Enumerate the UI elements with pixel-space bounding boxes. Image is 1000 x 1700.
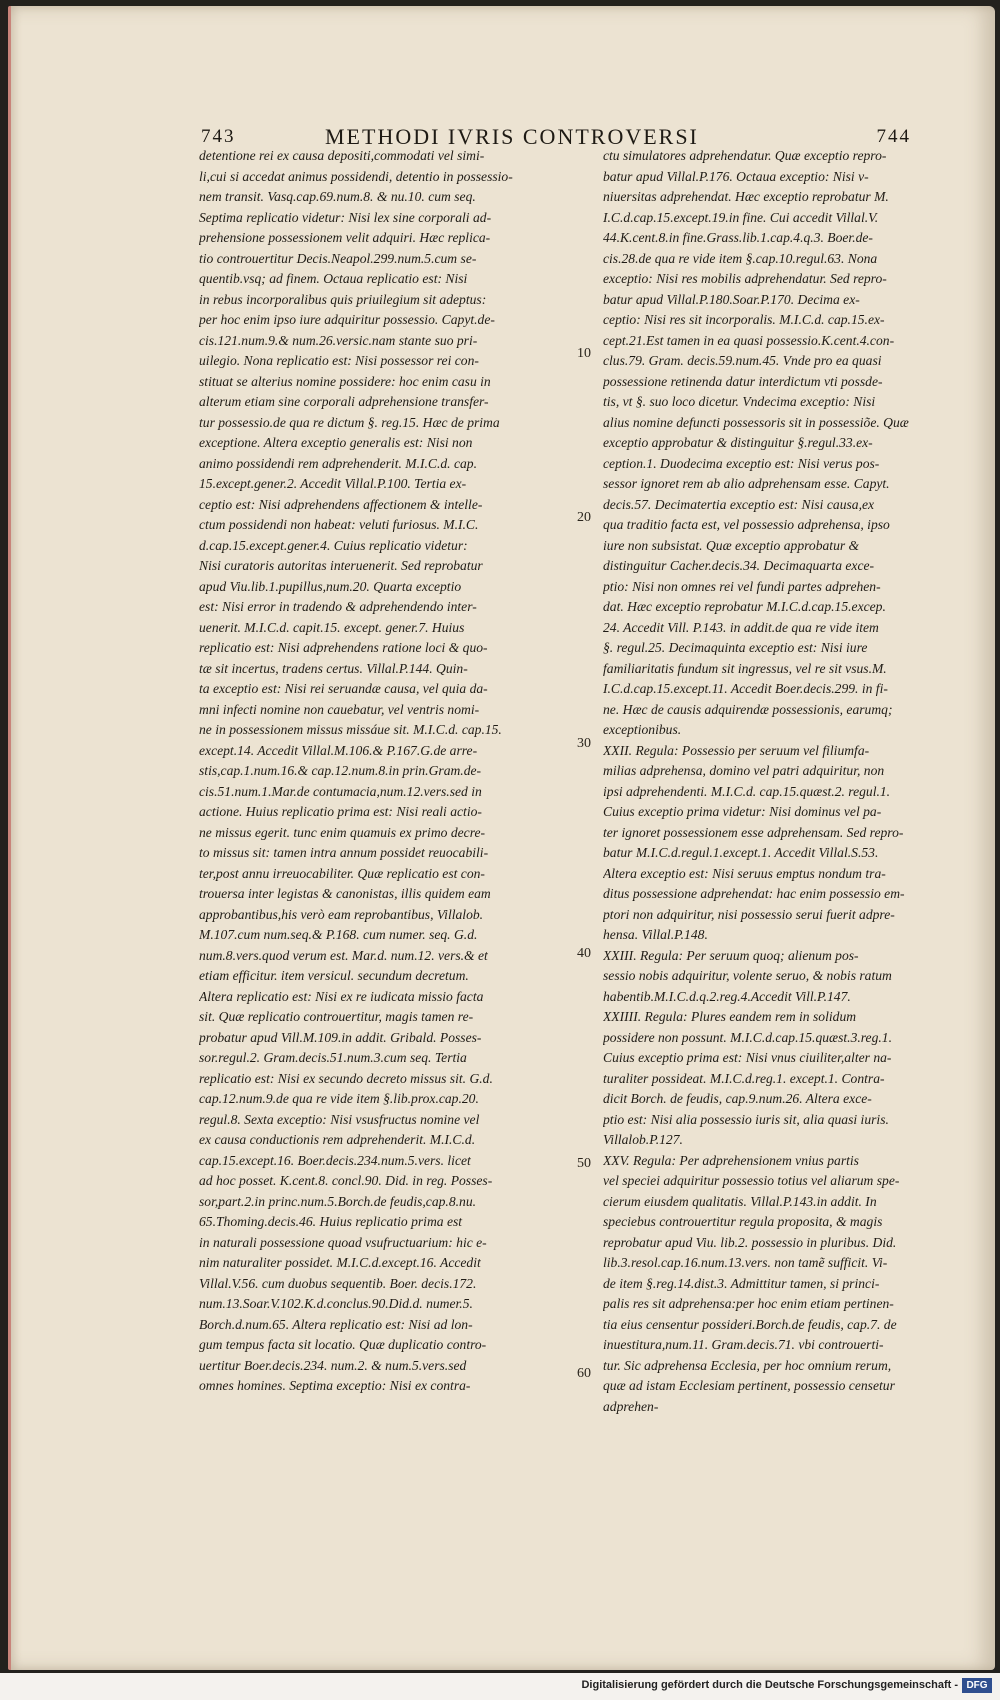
text-line: decis.57. Decimatertia exceptio est: Nisi causa,ex bbox=[603, 496, 875, 512]
text-line: animo possidendi rem adprehenderit. M.I.C.d. cap. bbox=[199, 455, 478, 471]
text-line: 65.Thoming.decis.46. Huius replicatio prima est bbox=[199, 1214, 463, 1229]
text-line: ptio est: Nisi alia possessio iuris sit, alia quasi iuris. bbox=[603, 1111, 889, 1127]
text-line: milias adprehensa, domino vel patri adquiritur, non bbox=[603, 763, 885, 778]
text-line: ad hoc posset. K.cent.8. concl.90. Did. in reg. Posses- bbox=[199, 1173, 493, 1188]
margin-number: 30 bbox=[577, 736, 591, 751]
text-line: cap.12.num.9.de qua re vide item §.lib.prox.cap.20. bbox=[199, 1091, 479, 1106]
digitization-footer bbox=[0, 1673, 1000, 1700]
text-line: ta exceptio est: Nisi rei seruandæ causa, vel quia da- bbox=[199, 681, 488, 696]
text-line: tio controuertitur Decis.Neapol.299.num.5.cum se- bbox=[199, 250, 477, 266]
text-line: ne. Hæc de causis adquirendæ possessionis, earumq; bbox=[603, 701, 893, 717]
text-line: tur. Sic adprehensa Ecclesia, per hoc omnium rerum, bbox=[603, 1357, 892, 1373]
text-line: num.8.vers.quod verum est. Mar.d. num.12. vers.& et bbox=[199, 947, 488, 963]
text-line: Nisi curatoris autoritas interuenerit. Sed reprobatur bbox=[199, 558, 483, 573]
text-line: regul.8. Sexta exceptio: Nisi vsusfructus nomine vel bbox=[199, 1111, 480, 1127]
text-line: exceptionibus. bbox=[603, 722, 682, 737]
text-line: Borch.d.num.65. Altera replicatio est: Nisi ad lon- bbox=[199, 1316, 473, 1332]
text-line: 15.except.gener.2. Accedit Villal.P.100. Tertia ex- bbox=[199, 476, 467, 491]
text-line: niuersitas adprehendat. Hæc exceptio reprobatur M. bbox=[603, 189, 889, 204]
text-line: qua traditio facta est, vel possessio adprehensa, ipso bbox=[603, 517, 890, 532]
funding-credit: Digitalisierung gefördert durch die Deutsche Forschungsgemeinschaft - bbox=[581, 1679, 958, 1691]
text-line: actione. Huius replicatio prima est: Nisi reali actio- bbox=[199, 804, 482, 819]
text-line: Septima replicatio videtur: Nisi lex sine corporali ad- bbox=[199, 209, 492, 225]
text-line: quentib.vsq; ad finem. Octaua replicatio est: Nisi bbox=[199, 271, 468, 286]
text-line: ptori non adquiritur, nisi possessio serui fuerit adpre- bbox=[603, 906, 895, 922]
text-line: stis,cap.1.num.16.& cap.12.num.8.in prin.Gram.de- bbox=[199, 763, 482, 778]
text-line: ptio: Nisi non omnes rei vel fundi partes adprehen- bbox=[603, 578, 881, 594]
text-line: Cuius exceptio prima videtur: Nisi dominus vel pa- bbox=[603, 804, 882, 819]
left-column bbox=[199, 146, 571, 1397]
text-line: sor,part.2.in princ.num.5.Borch.de feudis,cap.8.nu. bbox=[199, 1193, 477, 1209]
text-line: 24. Accedit Vill. P.143. in addit.de qua re vide item bbox=[603, 619, 879, 635]
text-line: batur apud Villal.P.176. Octaua exceptio: Nisi v- bbox=[603, 168, 869, 184]
text-line: exceptione. Altera exceptio generalis est: Nisi non bbox=[199, 435, 473, 450]
text-line: hensa. Villal.P.148. bbox=[603, 927, 708, 942]
text-line: per hoc enim ipso iure adquiritur possessio. Capyt.de- bbox=[199, 312, 495, 327]
margin-number: 10 bbox=[577, 346, 591, 361]
text-line: approbantibus,his verò eam reprobantibus, Villalob. bbox=[199, 906, 484, 922]
text-line: tæ sit incertus, tradens certus. Villal.P.144. Quin- bbox=[199, 660, 468, 676]
text-line: cierum eiusdem qualitatis. Villal.P.143.in addit. In bbox=[603, 1193, 877, 1209]
text-line: ctu simulatores adprehendatur. Quæ exceptio repro- bbox=[603, 148, 887, 163]
text-line: cept.21.Est tamen in ea quasi possessio.K.cent.4.con- bbox=[603, 332, 895, 348]
text-line: nem transit. Vasq.cap.69.num.8. & nu.10. cum seq. bbox=[199, 189, 476, 204]
text-line: except.14. Accedit Villal.M.106.& P.167.G.de arre- bbox=[199, 742, 478, 758]
text-line: uilegio. Nona replicatio est: Nisi possessor rei con- bbox=[199, 353, 479, 368]
text-line: ne in possessionem missus missáue sit. M.I.C.d. cap.15. bbox=[199, 722, 502, 737]
text-line: etiam efficitur. item versicul. secundum decretum. bbox=[199, 968, 469, 983]
text-line: clus.79. Gram. decis.59.num.45. Vnde pro ea quasi bbox=[603, 353, 882, 368]
text-line: Villalob.P.127. bbox=[603, 1132, 683, 1147]
text-line: ex causa conductionis rem adprehenderit. M.I.C.d. bbox=[199, 1132, 476, 1147]
text-line: 44.K.cent.8.in fine.Grass.lib.1.cap.4.q.3. Boer.de- bbox=[603, 230, 873, 245]
text-line: M.107.cum num.seq.& P.168. cum numer. seq. G.d. bbox=[199, 927, 478, 942]
text-line: sit. Quæ replicatio controuertitur, magis tamen re- bbox=[199, 1009, 474, 1024]
text-line: gum tempus facta sit locatio. Quæ duplicatio contro- bbox=[199, 1337, 487, 1352]
text-line: prehensione possessionem velit adquiri. Hæc replica- bbox=[199, 230, 491, 245]
text-line: Altera exceptio est: Nisi seruus emptus nondum tra- bbox=[603, 865, 886, 881]
text-line: cis.51.num.1.Mar.de contumacia,num.12.vers.sed in bbox=[199, 783, 482, 799]
text-line: familiaritatis fundum sit ingressus, vel re sit vsus.M. bbox=[603, 660, 887, 676]
text-line: XXIIII. Regula: Plures eandem rem in solidum bbox=[603, 1009, 857, 1024]
text-line: sessio nobis adquiritur, volente seruo, & nobis ratum bbox=[603, 968, 892, 983]
text-line: uertitur Boer.decis.234. num.2. & num.5.vers.sed bbox=[199, 1357, 467, 1373]
text-line: inuestitura,num.11. Gram.decis.71. vbi controuerti- bbox=[603, 1337, 884, 1352]
text-line: nim naturaliter possidet. M.I.C.d.except.16. Accedit bbox=[199, 1255, 481, 1270]
text-line: XXIII. Regula: Per seruum quoq; alienum pos- bbox=[603, 947, 859, 963]
text-line: iure non subsistat. Quæ exceptio approbatur & bbox=[603, 537, 860, 553]
text-line: Villal.V.56. cum duobus sequentib. Boer. decis.172. bbox=[199, 1275, 477, 1291]
text-line: trouersa inter legistas & canonistas, illis quidem eam bbox=[199, 886, 491, 901]
text-line: vel speciei adquiritur possessio totius vel aliarum spe- bbox=[603, 1173, 900, 1188]
text-line: omnes homines. Septima exceptio: Nisi ex contra- bbox=[199, 1378, 471, 1393]
margin-number: 40 bbox=[577, 946, 591, 961]
text-line: cap.15.except.16. Boer.decis.234.num.5.vers. licet bbox=[199, 1152, 471, 1168]
margin-number: 50 bbox=[577, 1156, 591, 1171]
text-line: turaliter possideat. M.I.C.d.reg.1. except.1. Contra- bbox=[603, 1070, 885, 1086]
text-line: de item §.reg.14.dist.3. Admittitur tamen, si princi- bbox=[603, 1275, 880, 1291]
text-line: probatur apud Vill.M.109.in addit. Gribald. Posses- bbox=[199, 1029, 482, 1045]
text-line: XXII. Regula: Possessio per seruum vel filiumfa- bbox=[603, 742, 870, 758]
text-line: tur possessio.de qua re dictum §. reg.15. Hæc de prima bbox=[199, 414, 500, 430]
text-line: to missus sit: tamen intra annum possidet reuocabili- bbox=[199, 845, 489, 860]
text-line: adprehen- bbox=[603, 1398, 659, 1414]
text-line: d.cap.15.except.gener.4. Cuius replicatio videtur: bbox=[199, 537, 468, 553]
text-line: ne missus egerit. tunc enim quamuis ex primo decre- bbox=[199, 824, 486, 840]
text-line: ipsi adprehendenti. M.I.C.d. cap.15.quæst.2. regul.1. bbox=[603, 783, 891, 799]
text-line: ception.1. Duodecima exceptio est: Nisi verus pos- bbox=[603, 455, 880, 471]
text-line: uenerit. M.I.C.d. capit.15. except. gener.7. Huius bbox=[199, 619, 465, 635]
text-line: cis.121.num.9.& num.26.versic.nam stante suo pri- bbox=[199, 332, 478, 348]
text-line: Altera replicatio est: Nisi ex re iudicata missio facta bbox=[199, 988, 484, 1004]
text-line: ter,post annu irreuocabiliter. Quæ replicatio est con- bbox=[199, 865, 485, 881]
text-line: mni infecti nomine non cauebatur, vel ventris nomi- bbox=[199, 701, 480, 717]
text-line: possidere non possunt. M.I.C.d.cap.15.quæst.3.reg.1. bbox=[603, 1029, 892, 1045]
text-line: habentib.M.I.C.d.q.2.reg.4.Accedit Vill.P.147. bbox=[603, 988, 851, 1004]
text-line: exceptio: Nisi res mobilis adprehendatur. Sed repro- bbox=[603, 271, 887, 286]
text-line: palis res sit adprehensa:per hoc enim etiam pertinen- bbox=[603, 1296, 894, 1311]
text-line: exceptio approbatur & distinguitur §.regul.33.ex- bbox=[603, 435, 873, 450]
text-line: est: Nisi error in tradendo & adprehendendo inter- bbox=[199, 599, 477, 614]
margin-number: 20 bbox=[577, 510, 591, 525]
text-line: num.13.Soar.V.102.K.d.conclus.90.Did.d. numer.5. bbox=[199, 1296, 473, 1311]
book-page bbox=[8, 6, 995, 1670]
text-line: I.C.d.cap.15.except.11. Accedit Boer.decis.299. in fi- bbox=[603, 681, 888, 696]
text-line: quæ ad istam Ecclesiam pertinent, possessio censetur bbox=[603, 1378, 895, 1393]
right-column bbox=[603, 146, 943, 1417]
dfg-logo: DFG bbox=[962, 1678, 992, 1693]
page-number-left: 743 bbox=[201, 126, 236, 147]
text-line: tis, vt §. suo loco dicetur. Vndecima exceptio: Nisi bbox=[603, 394, 876, 409]
text-line: Cuius exceptio prima est: Nisi vnus ciuiliter,alter na- bbox=[603, 1050, 892, 1065]
text-line: apud Viu.lib.1.pupillus,num.20. Quarta exceptio bbox=[199, 578, 462, 594]
text-line: detentione rei ex causa depositi,commodati vel simi- bbox=[199, 148, 485, 163]
text-line: distinguitur Cacher.decis.34. Decimaquarta exce- bbox=[603, 558, 875, 573]
running-title: METHODI IVRIS CONTROVERSI bbox=[325, 124, 699, 149]
page-number-right: 744 bbox=[876, 126, 911, 147]
text-line: li,cui si accedat animus possidendi, detentio in possessio- bbox=[199, 168, 513, 184]
text-line: alterum etiam sine corporali adprehensione transfer- bbox=[199, 394, 489, 409]
text-line: sessor ignoret rem ab alio adprehensam esse. Capyt. bbox=[603, 476, 890, 491]
text-line: ctum possidendi non habeat: veluti furiosus. M.I.C. bbox=[199, 517, 479, 532]
text-line: speciebus controuertitur regula proposita, & magis bbox=[603, 1214, 883, 1229]
text-line: ditus possessione adprehendat: hac enim possessio em- bbox=[603, 886, 905, 901]
text-line: tia eius censentur possideri.Borch.de feudis, cap.7. de bbox=[603, 1316, 897, 1332]
text-line: alius nomine defuncti possessoris sit in possessiõe. Quæ bbox=[603, 414, 909, 430]
text-line: batur apud Villal.P.180.Soar.P.170. Decima ex- bbox=[603, 291, 860, 307]
text-line: dicit Borch. de feudis, cap.9.num.26. Altera exce- bbox=[603, 1091, 872, 1106]
text-line: XXV. Regula: Per adprehensionem vnius partis bbox=[603, 1152, 859, 1168]
text-line: replicatio est: Nisi adprehendens ratione loci & quo- bbox=[199, 640, 488, 655]
text-line: stituat se alterius nomine possidere: hoc enim casu in bbox=[199, 373, 491, 389]
margin-number: 60 bbox=[577, 1366, 591, 1381]
text-line: cis.28.de qua re vide item §.cap.10.regul.63. Nona bbox=[603, 250, 878, 266]
text-line: possessione retinenda datur interdictum vti possde- bbox=[603, 373, 883, 389]
text-line: in rebus incorporalibus quis priuilegium sit adeptus: bbox=[199, 291, 487, 307]
text-line: sor.regul.2. Gram.decis.51.num.3.cum seq. Tertia bbox=[199, 1050, 467, 1065]
text-line: I.C.d.cap.15.except.19.in fine. Cui accedit Villal.V. bbox=[603, 209, 879, 225]
text-line: ceptio est: Nisi adprehendens affectionem & intelle- bbox=[199, 496, 483, 512]
text-line: lib.3.resol.cap.16.num.13.vers. non tamẽ sufficit. Vi- bbox=[603, 1255, 888, 1270]
text-line: in naturali possessione quoad vsufructuarium: hic e- bbox=[199, 1234, 487, 1250]
text-line: reprobatur apud Viu. lib.2. possessio in pluribus. Did. bbox=[603, 1234, 897, 1250]
text-line: §. regul.25. Decimaquinta exceptio est: Nisi iure bbox=[603, 640, 868, 655]
text-line: ter ignoret possessionem esse adprehensam. Sed repro- bbox=[603, 824, 904, 840]
text-line: ceptio: Nisi res sit incorporalis. M.I.C.d. cap.15.ex- bbox=[603, 312, 885, 327]
text-line: batur M.I.C.d.regul.1.except.1. Accedit Villal.S.53. bbox=[603, 845, 879, 860]
text-line: dat. Hæc exceptio reprobatur M.I.C.d.cap.15.excep. bbox=[603, 599, 886, 614]
text-line: replicatio est: Nisi ex secundo decreto missus sit. G.d. bbox=[199, 1070, 493, 1086]
